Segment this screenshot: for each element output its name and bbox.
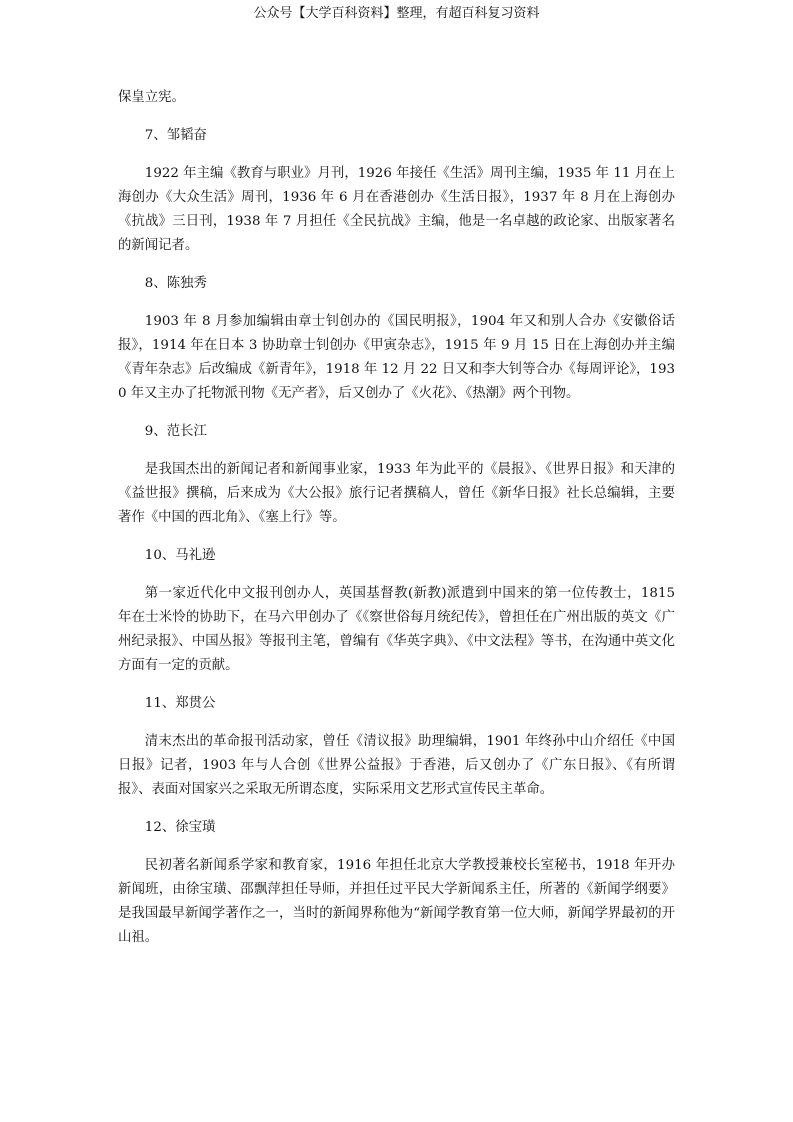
section-11 — [118, 692, 675, 802]
section-paragraph: 是我国杰出的新闻记者和新闻事业家，1933 年为此平的《晨报》、《世界日报》和天津的《益世报》撰稿，后来成为《大公报》旅行记者撰稿人，曾任《新华日报》社长总编辑，主要著作《中国的西北角》、《塞上行》等。 — [118, 462, 675, 525]
section-paragraph: 第一家近代化中文报刊创办人，英国基督教(新教)派遣到中国来的第一位传教士，1815 年在士米怜的协助下，在马六甲创办了《《察世俗每月统纪传》，曾担任在广州出版的英文《广州纪录报》、中国丛报》等报刊主笔，曾编有《华英字典》、《中文法程》等书，在沟通中英文化方面有一定的贡献。 — [118, 586, 675, 673]
section-heading: 9、范长江 — [144, 424, 207, 439]
section-heading: 12、徐宝璜 — [144, 820, 216, 835]
section-heading: 8、陈独秀 — [144, 276, 207, 291]
section-12 — [118, 816, 675, 950]
section-10 — [118, 544, 675, 678]
section-paragraph: 1922 年主编《教育与职业》月刊，1926 年接任《生活》周刊主编，1935 年 11 月在上海创办《大众生活》周刊，1936 年 6 月在香港创办《生活日报》，1937 年 8 月在上海创办《抗战》三日刊，1938 年 7 月担任《全民抗战》主编，他是一名卓越的政论家、出版家著名的新闻记者。 — [118, 166, 675, 253]
section-heading: 7、邹韬奋 — [144, 128, 207, 143]
section-8 — [118, 272, 675, 406]
section-paragraph: 清末杰出的革命报刊活动家，曾任《清议报》助理编辑，1901 年终孙中山介绍任《中国日报》记者，1903 年与人合创《世界公益报》于香港，后又创办了《广东日报》、《有所谓报》、表面对国家兴之采取无所谓态度，实际采用文艺形式宣传民主革命。 — [118, 734, 675, 797]
section-7 — [118, 124, 675, 258]
section-heading: 11、郑贯公 — [144, 696, 216, 711]
section-paragraph: 1903 年 8 月参加编辑由章士钊创办的《国民明报》，1904 年又和别人合办《安徽俗话报》，1914 年在日本 3 协助章士钊创办《甲寅杂志》，1915 年 9 月 15 日在上海创办并主编《青年杂志》后改编成《新青年》，1918 年 12 月 22 日又和李大钊等合办《每周评论》，1930 年又主办了托物派刊物《无产者》，后又创办了《火花》、《热潮》两个刊物。 — [118, 314, 675, 401]
section-heading: 10、马礼逊 — [144, 548, 216, 563]
document-body — [118, 86, 675, 964]
section-paragraph: 民初著名新闻系学家和教育家，1916 年担任北京大学教授兼校长室秘书，1918 年开办新闻班，由徐宝璜、邵飘萍担任导师，并担任过平民大学新闻系主任，所著的《新闻学纲要》是我国最早新闻学著作之一，当时的新闻界称他为“新闻学教育第一位大师，新闻学界最初的开山祖。 — [118, 858, 675, 945]
intro-paragraph: 保皇立宪。 — [118, 90, 185, 105]
page-header: 公众号【大学百科资料】整理，有超百科复习资料 — [253, 6, 540, 21]
section-9 — [118, 420, 675, 530]
